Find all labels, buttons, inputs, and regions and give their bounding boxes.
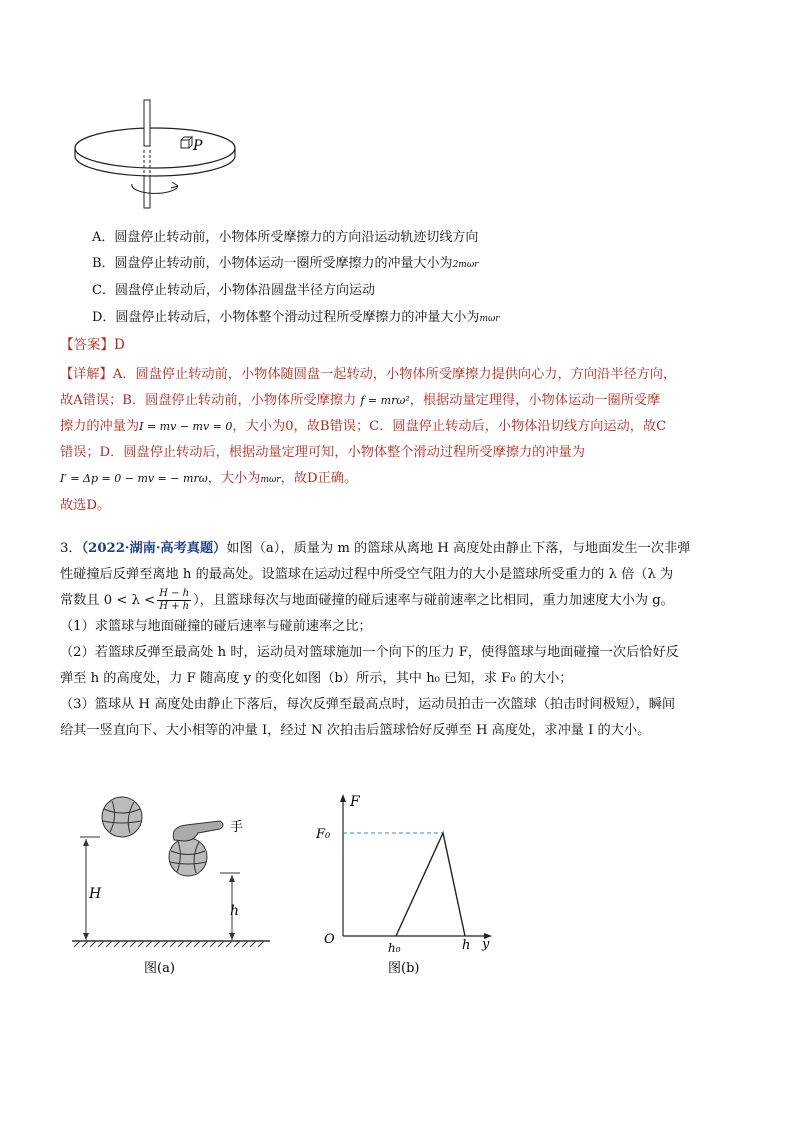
question-line-3a: 常数且 0 < λ < [60,593,156,608]
explanation-p2-formula: f = mrω² [360,394,410,407]
explanation-p5a: ，大小为 [207,471,261,486]
figure-a-caption: 图(a) [144,961,175,976]
question-line-3b: ），且篮球每次与地面碰撞的碰后速率与碰前速率之比相同，重力加速度大小为 g。 [193,593,674,608]
explanation-p5-magnitude: mωr [260,475,281,485]
conclusion: 故选D。 [60,498,111,513]
explanation-p1: A．圆盘停止转动前，小物体随圆盘一起转动，小物体所受摩擦力提供向心力，方向沿半径方向， [112,367,677,382]
question-line-2: 性碰撞后反弹至离地 h 的最高处。设篮球在运动过程中所受空气阻力的大小是篮球所受重力的 λ 倍（λ 为 [60,567,674,582]
explanation-p4: 错误；D．圆盘停止转动后，根据动量定理可知，小物体整个滑动过程所受摩擦力的冲量为 [60,445,585,460]
lambda-fraction [157,588,191,613]
origin-label: O [324,932,335,947]
option-b-text: B．圆盘停止转动前，小物体运动一圈所受摩擦力的冲量大小为 [92,256,453,271]
explanation-p2b: ，根据动量定理得，小物体运动一圈所受摩 [409,393,661,408]
fraction-denominator: H + h [159,601,190,612]
explanation-p2a: 故A错误；B．圆盘停止转动前，小物体所受摩擦力 [60,393,357,408]
question-source: （2022·湖南·高考真题） [81,541,227,556]
fraction-numerator: H − h [159,588,190,599]
sub-question-3a: （3）篮球从 H 高度处由静止下落后，每次反弹至最高点时，运动员拍击一次篮球（拍击时间极短），瞬间 [60,697,676,712]
hand-label: 手 [230,820,244,835]
option-d-formula: mωr [479,314,500,324]
figure-b-force-graph [310,790,510,980]
height-h-label: h [230,903,240,919]
rotating-disc-figure [60,90,250,220]
f-axis-label: F [350,794,360,810]
question-3 [60,536,732,744]
option-b-formula: 2mωr [452,260,479,270]
f0-label: F₀ [316,827,331,842]
question-line-1: 如图（a），质量为 m 的篮球从离地 H 高度处由静止下落，与地面发生一次非弹 [226,541,691,556]
explanation-label: 【详解】 [60,367,113,382]
explanation-p3a: 擦力的冲量为 [60,419,140,434]
point-p-label: P [193,138,203,154]
figure-b-caption: 图(b) [388,961,420,976]
h0-tick-label: h₀ [388,941,401,955]
option-d [92,309,500,328]
explanation [60,362,732,519]
explanation-p3b: ，大小为0，故B错误；C．圆盘停止转动后，小物体沿切线方向运动，故C [232,419,667,434]
sub-question-2b: 弹至 h 的高度处，力 F 随高度 y 的变化如图（b）所示，其中 h₀ 已知，求 F₀ 的大小； [60,671,573,686]
force-curve [396,833,465,936]
basketball-icon [102,797,142,837]
sub-question-3b: 给其一竖直向下、大小相等的冲量 I，经过 N 次拍击后篮球恰好反弹至 H 高度处，求冲量 I 的大小。 [60,723,651,738]
question-number: 3． [60,541,82,556]
basketball-with-hand-icon [169,821,223,876]
option-c: C．圆盘停止转动后，小物体沿圆盘半径方向运动 [92,283,375,298]
y-axis-label: y [482,937,490,952]
option-d-text: D．圆盘停止转动后，小物体整个滑动过程所受摩擦力的冲量大小为 [92,310,480,325]
explanation-p5b: ，故D正确。 [280,471,358,486]
explanation-p3-formula: I = mv − mv = 0 [139,420,233,433]
option-a: A．圆盘停止转动前，小物体所受摩擦力的方向沿运动轨迹切线方向 [92,230,479,245]
explanation-p5-formula: I′ = Δp = 0 − mv = − mrω [60,472,208,485]
answer-label: 【答案】D [60,337,125,353]
sub-question-1: （1）求篮球与地面碰撞的碰后速率与碰前速率之比； [60,619,372,634]
h-tick-label: h [462,938,471,953]
figure-a-basketball [70,795,270,980]
option-b [92,255,478,274]
sub-question-2a: （2）若篮球反弹至最高处 h 时，运动员对篮球施加一个向下的压力 F，使得篮球与地面碰撞一次后恰好反 [60,645,679,660]
height-H-label: H [89,886,102,902]
